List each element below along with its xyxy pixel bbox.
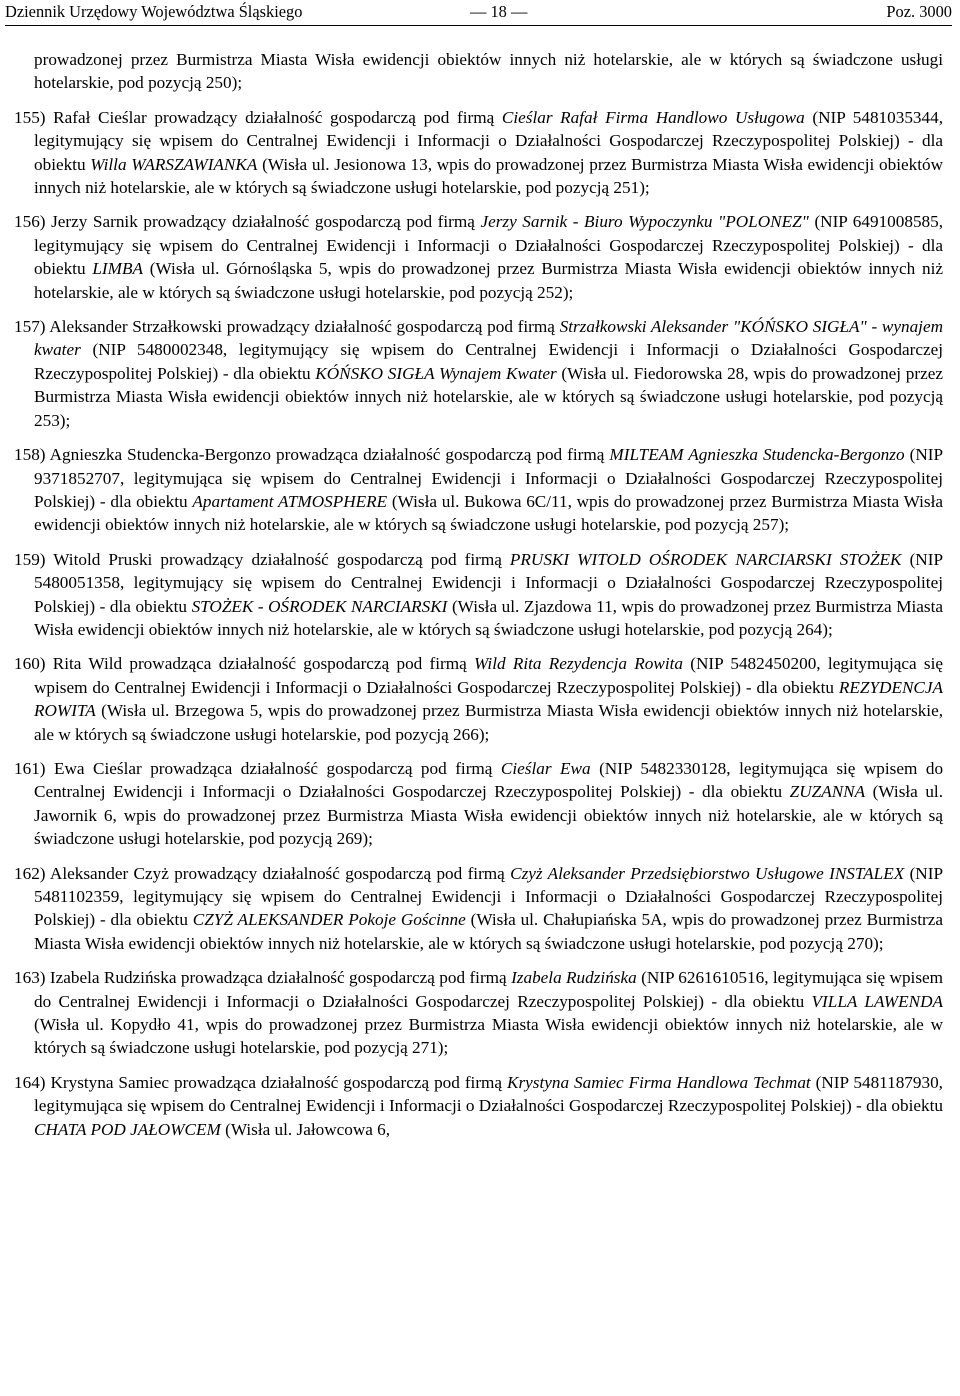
list-item: 155) Rafał Cieślar prowadzący działalność gospodarczą pod firmą Cieślar Rafał Firma Handlowo Usługowa (NIP 5481035344, legitymujący się wpisem do Centralnej Ewidencji i Informacji o Działalności Gospodarczej Rzeczypospolitej Polskiej) - dla obiektu Willa WARSZAWIANKA (Wisła ul. Jesionowa 13, wpis do prowadzonej przez Burmistrza Miasta Wisła ewidencji obiektów innych niż hotelarskie, ale w których są świadczone usługi hotelarskie, pod pozycją 251);	[14, 107, 944, 198]
item-number: 160)	[14, 654, 46, 674]
item-number: 159)	[14, 549, 46, 569]
object-name: STOŻEK - OŚRODEK NARCIARSKI	[191, 596, 448, 616]
list-item: 159) Witold Pruski prowadzący działalność gospodarczą pod firmą PRUSKI WITOLD OŚRODEK NARCIARSKI STOŻEK (NIP 5480051358, legitymujący się wpisem do Centralnej Ewidencji i Informacji o Działalności Gospodarczej Rzeczypospolitej Polskiej) - dla obiektu STOŻEK - OŚRODEK NARCIARSKI (Wisła ul. Zjazdowa 11, wpis do prowadzonej przez Burmistrza Miasta Wisła ewidencji obiektów innych niż hotelarskie, ale w których są świadczone usługi hotelarskie, pod pozycją 264);	[14, 549, 943, 639]
item-number: 157)	[14, 317, 46, 337]
list-item: 161) Ewa Cieślar prowadząca działalność gospodarczą pod firmą Cieślar Ewa (NIP 5482330128, legitymująca się wpisem do Centralnej Ewidencji i Informacji o Działalności Gospodarczej Rzeczypospolitej Polskiej) - dla obiektu ZUZANNA (Wisła ul. Jawornik 6, wpis do prowadzonej przez Burmistrza Miasta Wisła ewidencji obiektów innych niż hotelarskie, ale w których są świadczone usługi hotelarskie, pod pozycją 269);	[14, 758, 944, 849]
object-name: CZYŻ ALEKSANDER Pokoje Gościnne	[192, 910, 466, 930]
object-name: KÓŃSKO SIGŁA Wynajem Kwater	[315, 363, 557, 383]
firm-name: Jerzy Sarnik - Biuro Wypoczynku "POLONEZ"	[480, 212, 809, 232]
item-number: 164)	[14, 1072, 46, 1092]
page-header	[5, 1, 952, 23]
firm-name: Izabela Rudzińska	[511, 968, 637, 988]
object-name: REZYDENCJA ROWITA	[34, 677, 944, 721]
list-item: 160) Rita Wild prowadząca działalność gospodarczą pod firmą Wild Rita Rezydencja Rowita (NIP 5482450200, legitymująca się wpisem do Centralnej Ewidencji i Informacji o Działalności Gospodarczej Rzeczypospolitej Polskiej) - dla obiektu REZYDENCJA ROWITA (Wisła ul. Brzegowa 5, wpis do prowadzonej przez Burmistrza Miasta Wisła ewidencji obiektów innych niż hotelarskie, ale w których są świadczone usługi hotelarskie, pod pozycją 266);	[14, 654, 944, 744]
list-item: 158) Agnieszka Studencka-Bergonzo prowadząca działalność gospodarczą pod firmą MILTEAM Agnieszka Studencka-Bergonzo (NIP 9371852707, legitymująca się wpisem do Centralnej Ewidencji i Informacji o Działalności Gospodarczej Rzeczypospolitej Polskiej) - dla obiektu Apartament ATMOSPHERE (Wisła ul. Bukowa 6C/11, wpis do prowadzonej przez Burmistrza Miasta Wisła ewidencji obiektów innych niż hotelarskie, ale w których są świadczone usługi hotelarskie, pod pozycją 257);	[14, 445, 944, 535]
list-item: 163) Izabela Rudzińska prowadząca działalność gospodarczą pod firmą Izabela Rudzińska (NIP 6261610516, legitymująca się wpisem do Centralnej Ewidencji i Informacji o Działalności Gospodarczej Rzeczypospolitej Polskiej) - dla obiektu VILLA LAWENDA (Wisła ul. Kopydło 41, wpis do prowadzonej przez Burmistrza Miasta Wisła ewidencji obiektów innych niż hotelarskie, ale w których są świadczone usługi hotelarskie, pod pozycją 271);	[14, 968, 944, 1058]
object-name: Willa WARSZAWIANKA	[90, 154, 258, 174]
page-number: — 18 —	[470, 2, 528, 21]
item-number: 156)	[14, 212, 46, 232]
item-number: 162)	[14, 863, 46, 883]
position-number: Poz. 3000	[886, 2, 952, 21]
object-name: ZUZANNA	[789, 782, 866, 802]
document-body	[14, 48, 944, 1152]
firm-name: Cieślar Ewa	[500, 758, 591, 778]
intro-paragraph: prowadzonej przez Burmistrza Miasta Wisła ewidencji obiektów innych niż hotelarskie, ale w których są świadczone usługi hotelarskie, pod pozycją 250);	[34, 50, 943, 93]
firm-name: Cieślar Rafał Firma Handlowo Usługowa	[501, 107, 805, 127]
header-rule	[5, 25, 952, 26]
firm-name: PRUSKI WITOLD OŚRODEK NARCIARSKI STOŻEK	[509, 549, 902, 569]
item-number: 158)	[14, 445, 46, 465]
list-item: 156) Jerzy Sarnik prowadzący działalność gospodarczą pod firmą Jerzy Sarnik - Biuro Wypoczynku "POLONEZ" (NIP 6491008585, legitymujący się wpisem do Centralnej Ewidencji i Informacji o Działalności Gospodarczej Rzeczypospolitej Polskiej) - dla obiektu LIMBA (Wisła ul. Górnośląska 5, wpis do prowadzonej przez Burmistrza Miasta Wisła ewidencji obiektów innych niż hotelarskie, ale w których są świadczone usługi hotelarskie, pod pozycją 252);	[14, 212, 944, 302]
item-number: 163)	[14, 968, 46, 988]
firm-name: Czyż Aleksander Przedsiębiorstwo Usługowe INSTALEX	[510, 863, 905, 883]
object-name: LIMBA	[92, 259, 143, 279]
firm-name: Strzałkowski Aleksander "KÓŃSKO SIGŁA" - wynajem kwater	[34, 317, 943, 360]
list-item: 157) Aleksander Strzałkowski prowadzący działalność gospodarczą pod firmą Strzałkowski Aleksander "KÓŃSKO SIGŁA" - wynajem kwater (NIP 5480002348, legitymujący się wpisem do Centralnej Ewidencji i Informacji o Działalności Gospodarczej Rzeczypospolitej Polskiej) - dla obiektu KÓŃSKO SIGŁA Wynajem Kwater (Wisła ul. Fiedorowska 28, wpis do prowadzonej przez Burmistrza Miasta Wisła ewidencji obiektów innych niż hotelarskie, ale w których są świadczone usługi hotelarskie, pod pozycją 253);	[14, 317, 944, 430]
item-number: 155)	[14, 107, 46, 127]
item-number: 161)	[14, 758, 46, 778]
list-item: 164) Krystyna Samiec prowadząca działalność gospodarczą pod firmą Krystyna Samiec Firma Handlowa Techmat (NIP 5481187930, legitymująca się wpisem do Centralnej Ewidencji i Informacji o Działalności Gospodarczej Rzeczypospolitej Polskiej) - dla obiektu CHATA POD JAŁOWCEM (Wisła ul. Jałowcowa 6,	[14, 1072, 943, 1139]
object-name: VILLA LAWENDA	[811, 991, 943, 1011]
firm-name: Wild Rita Rezydencja Rowita	[474, 654, 684, 674]
firm-name: Krystyna Samiec Firma Handlowa Techmat	[507, 1072, 811, 1092]
list-item: 162) Aleksander Czyż prowadzący działalność gospodarczą pod firmą Czyż Aleksander Przedsiębiorstwo Usługowe INSTALEX (NIP 5481102359, legitymujący się wpisem do Centralnej Ewidencji i Informacji o Działalności Gospodarczej Rzeczypospolitej Polskiej) - dla obiektu CZYŻ ALEKSANDER Pokoje Gościnne (Wisła ul. Chałupiańska 5A, wpis do prowadzonej przez Burmistrza Miasta Wisła ewidencji obiektów innych niż hotelarskie, ale w których są świadczone usługi hotelarskie, pod pozycją 270);	[14, 863, 943, 953]
journal-title: Dziennik Urzędowy Województwa Śląskiego	[5, 2, 303, 21]
object-name: CHATA POD JAŁOWCEM	[34, 1119, 221, 1139]
object-name: Apartament ATMOSPHERE	[192, 491, 388, 511]
firm-name: MILTEAM Agnieszka Studencka-Bergonzo	[609, 445, 905, 465]
